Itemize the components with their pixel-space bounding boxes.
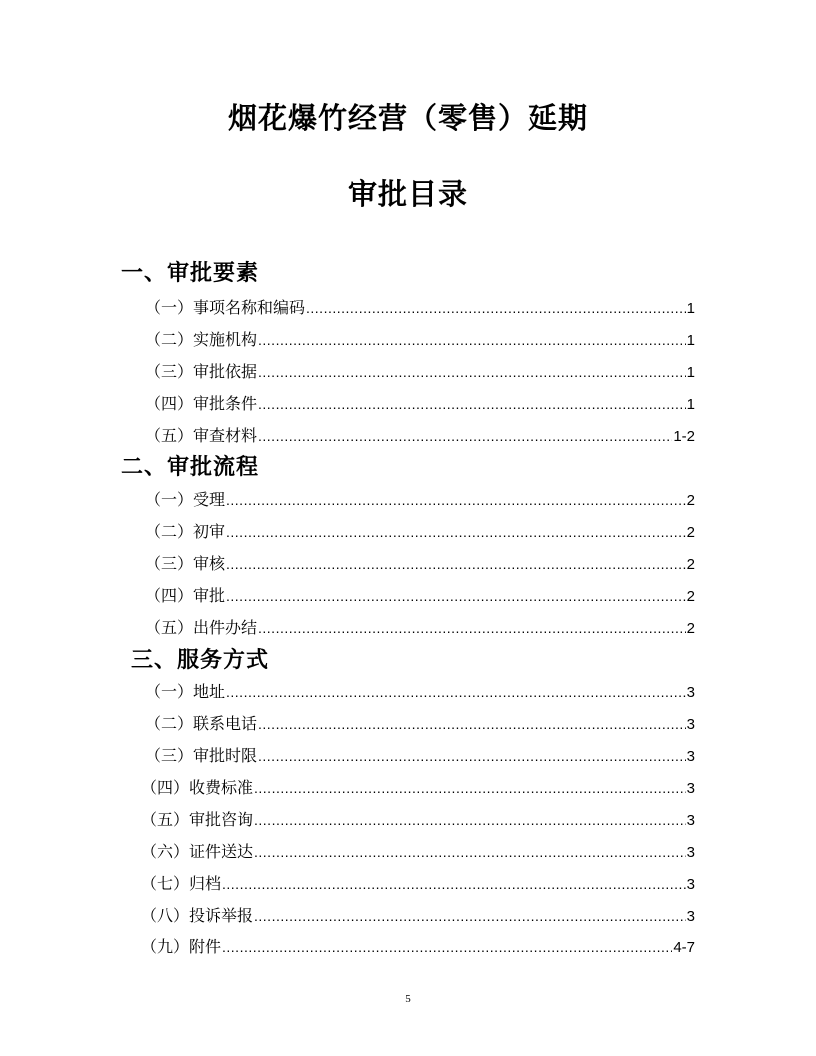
toc-leader-dots (226, 492, 686, 508)
toc-entry-label: （二）实施机构 (145, 330, 258, 349)
toc-entry-page: 1 (686, 332, 695, 349)
toc-entry-page: 3 (686, 780, 695, 797)
toc-leader-dots (226, 684, 686, 700)
toc-leader-dots (226, 556, 686, 572)
toc-entry-label: （三）审批依据 (145, 362, 258, 381)
toc-entry[interactable] (145, 679, 695, 703)
toc-entry-page: 1 (686, 300, 695, 317)
toc-entry[interactable] (141, 807, 695, 831)
toc-entry[interactable] (145, 743, 695, 767)
toc-entry-page: 4-7 (673, 939, 695, 956)
toc-leader-dots (222, 876, 686, 892)
document-subtitle: 审批目录 (347, 177, 468, 211)
toc-entry-label: （三）审批时限 (145, 746, 258, 765)
toc-entry[interactable] (141, 871, 695, 895)
toc-leader-dots (258, 332, 686, 348)
toc-entry[interactable] (145, 487, 695, 511)
section-heading-service-methods: 三、服务方式 (131, 648, 270, 673)
toc-leader-dots (258, 748, 686, 764)
toc-entry-label: （四）审批 (145, 586, 226, 605)
toc-entry[interactable] (145, 519, 695, 543)
toc-entry-label: （三）审核 (145, 554, 226, 573)
toc-entry-page: 2 (686, 588, 695, 605)
section-heading-approval-process: 二、审批流程 (121, 455, 260, 480)
toc-leader-dots (258, 364, 686, 380)
toc-entry[interactable] (145, 551, 695, 575)
toc-entry-label: （四）审批条件 (145, 394, 258, 413)
toc-entry-page: 2 (686, 556, 695, 573)
toc-entry-page: 3 (686, 684, 695, 701)
toc-leader-dots (254, 780, 686, 796)
toc-leader-dots (226, 588, 686, 604)
toc-entry-page: 3 (686, 908, 695, 925)
toc-entry[interactable] (145, 327, 695, 351)
toc-leader-dots (258, 620, 686, 636)
toc-entry-label: （二）联系电话 (145, 714, 258, 733)
toc-leader-dots (254, 908, 686, 924)
toc-entry[interactable] (145, 359, 695, 383)
toc-entry-page: 3 (686, 716, 695, 733)
toc-leader-dots (226, 524, 686, 540)
toc-entry-label: （八）投诉举报 (141, 906, 254, 925)
toc-entry[interactable] (145, 295, 695, 319)
toc-entry-page: 1-2 (673, 428, 695, 445)
toc-entry-label: （七）归档 (141, 874, 222, 893)
toc-entry[interactable] (141, 775, 695, 799)
toc-leader-dots (254, 844, 686, 860)
toc-entry-page: 3 (686, 844, 695, 861)
toc-entry[interactable] (141, 839, 695, 863)
toc-entry[interactable] (145, 583, 695, 607)
toc-leader-dots (258, 428, 672, 444)
toc-entry-label: （五）审查材料 (145, 426, 258, 445)
toc-entry-page: 3 (686, 876, 695, 893)
toc-entry[interactable] (141, 934, 695, 958)
toc-entry-page: 2 (686, 524, 695, 541)
toc-leader-dots (258, 716, 686, 732)
toc-entry-page: 2 (686, 620, 695, 637)
toc-leader-dots (222, 939, 672, 955)
toc-entry-label: （一）地址 (145, 682, 226, 701)
toc-entry-label: （二）初审 (145, 522, 226, 541)
toc-entry[interactable] (145, 711, 695, 735)
toc-entry-page: 2 (686, 492, 695, 509)
toc-entry[interactable] (141, 903, 695, 927)
toc-entry[interactable] (145, 423, 695, 447)
toc-entry-label: （四）收费标准 (141, 778, 254, 797)
toc-entry-label: （九）附件 (141, 937, 222, 956)
document-title: 烟花爆竹经营（零售）延期 (227, 101, 588, 135)
toc-entry-page: 3 (686, 748, 695, 765)
toc-entry[interactable] (145, 391, 695, 415)
toc-entry-label: （五）审批咨询 (141, 810, 254, 829)
toc-entry-label: （一）受理 (145, 490, 226, 509)
toc-entry[interactable] (145, 615, 695, 639)
toc-entry-page: 1 (686, 364, 695, 381)
toc-entry-label: （一）事项名称和编码 (145, 298, 306, 317)
section-heading-approval-elements: 一、审批要素 (121, 261, 260, 286)
toc-leader-dots (306, 300, 686, 316)
toc-entry-page: 1 (686, 396, 695, 413)
toc-entry-label: （五）出件办结 (145, 618, 258, 637)
toc-leader-dots (258, 396, 686, 412)
toc-leader-dots (254, 812, 686, 828)
toc-entry-label: （六）证件送达 (141, 842, 254, 861)
page-number: 5 (405, 993, 411, 1005)
toc-entry-page: 3 (686, 812, 695, 829)
